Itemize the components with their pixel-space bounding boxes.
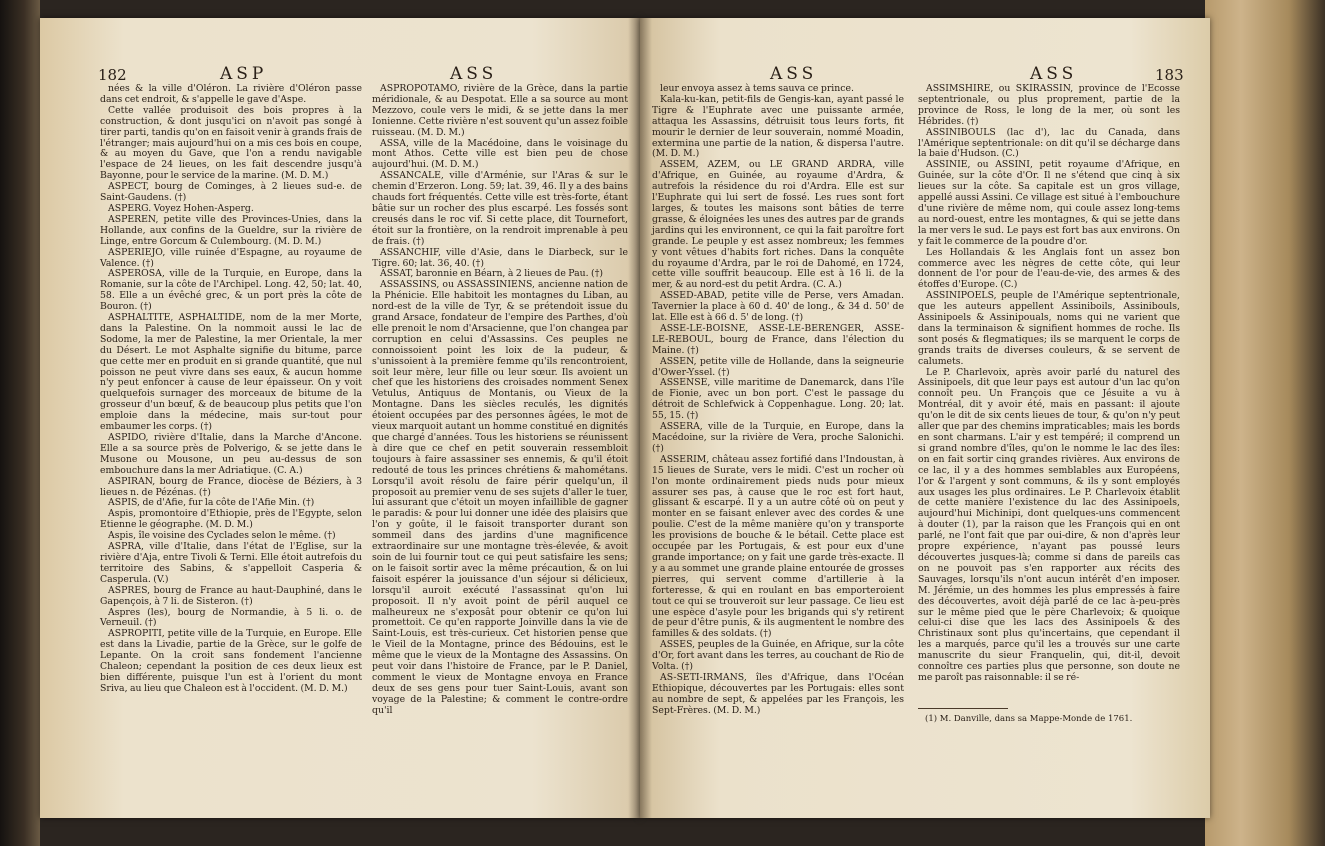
dictionary-entry: ASPEREN, petite ville des Provinces-Unies, dans la Hollande, aux confins de la Gueldre, sur la rivière de Linge, entre Gorcum & Culembourg. (M. D. M.) [100,213,362,247]
dictionary-entry: ASSASSINS, ou ASSASSINIENS, ancienne nation de la Phénicie. Elle habitoit les montagnes du Liban, au nord-est de la ville de Tyr, & se prétendoit issue du grand Arsace, fondateur de l'empire des Parthes, d'où elle prenoit le nom d'Arsacienne, que l'on changea par corruption en celui d'Assassins. Ces peuples ne connoissoient point les loix de la pudeur, & s'unissoient à la première femme qu'ils rencontroient, soit leur mère, leur fille ou leur sœur. Ils avoient un chef que les historiens des croisades nomment Senex Vetulus, Antiquus de Montanis, ou Vieux de la Montagne. Dans les siècles reculés, les dignités étoient occupées par des personnes âgées, le mot de vieux marquoit autant un homme constitué en dignités que chargé d'années. Tous les historiens se réunissent à dire que ce chef en petit souverain ressembloit toujours à faire assassiner ses ennemis, & qu'il étoit redouté de tous les princes chrétiens & mahométans. Lorsqu'il avoit résolu de faire périr quelqu'un, il proposoit au premier venu de ses sujets d'aller le tuer, lui assurant que c'étoit un moyen infaillible de gagner le paradis: & pour lui donner une idée des plaisirs que l'on y goûte, il le faisoit transporter durant son sommeil dans des jardins d'une magnificence extraordinaire sur une montagne très-élevée, & avoit soin de lui fournir tout ce qui peut satisfaire les sens; on le faisoit sortir avec la même précaution, & on lui faisoit espérer la jouissance d'un séjour si délicieux, lorsqu'il auroit exécuté l'assassinat qu'on lui proposoit. Il n'y avoit point de péril auquel ce malheureux ne s'exposât pour obtenir ce qu'on lui promettoit. Ce qu'en rapporte Joinville dans la vie de Saint-Louis, est très-curieux. Cet historien pense que le Vieil de la Montagne, prince des Bédouins, est le même que le vieux de la Montagne des Assassins. On peut voir dans l'histoire de France, par le P. Daniel, comment le vieux de Montagne envoya en France deux de ses gens pour tuer Saint-Louis, avant son voyage de la Palestine; & comment le contre-ordre qu'il [372,279,628,716]
footnote: (1) M. Danville, dans sa Mappe-Monde de 1761. [925,714,1133,724]
running-head-right-b: ASS [1030,64,1078,84]
dictionary-entry: ASPROPOTAMO, rivière de la Grèce, dans la partie méridionale, & au Despotat. Elle a sa source au mont Mezzovo, coule vers le midi, & se jette dans la mer Ionienne. Cette rivière n'est souvent qu'un assez foible ruisseau. (M. D. M.) [372,83,628,138]
right-column-1 [652,84,904,717]
dictionary-entry: Les Hollandais & les Anglais font un assez bon commerce avec les nègres de cette côte, qui leur donnent de l'or pour de l'eau-de-vie, des armes & des étoffes d'Europe. (C.) [918,246,1180,291]
footnote-rule [918,708,1008,709]
dictionary-entry: ASSA, ville de la Macédoine, dans le voisinage du mont Athos. Cette ville est bien peu de chose aujourd'hui. (M. D. M.) [372,137,628,171]
dictionary-entry: Aspis, île voisine des Cyclades selon le même. (†) [108,530,336,542]
dictionary-entry: ASSED-ABAD, petite ville de Perse, vers Amadan. Tavernier la place à 60 d. 40' de long., & 34 d. 50' de lat. Elle est à 66 d. 5' de long. (†) [652,290,904,324]
dictionary-entry: ASSEM, AZEM, ou LE GRAND ARDRA, ville d'Afrique, en Guinée, au royaume d'Ardra, & autrefois la résidence du roi d'Ardra. Elle est sur l'Euphrate qui lui sert de fossé. Les rues sont fort larges, & toutes les maisons sont bâties de terre grasse, & éloignées les unes des autres par de grands jardins qui les environnent, ce qui la fait paroître fort grande. Le peuple y est assez nombreux; les femmes y vont vêtues d'habits fort riches. Dans la conquête du royaume d'Ardra, par le roi de Dahomé, en 1724, cette ville souffrit beaucoup. Elle est à 16 li. de la mer, & au nord-est du petit Ardra. (C. A.) [652,159,904,291]
dictionary-entry: ASSERIM, château assez fortifié dans l'Indoustan, à 15 lieues de Surate, vers le midi. C'est un rocher où l'on monte ordinairement pieds nuds pour mieux assurer ses pas, à cause que le roc est fort haut, glissant & escarpé. Il y a un autre côté où on peut y monter en se faisant enlever avec des cordes & une poulie. C'est de la même manière qu'on y transporte les provisions de bouche & le bétail. Cette place est occupée par les Portugais, & est pour eux d'une grande importance; on y fait une garde très-exacte. Il y a au sommet une grande plaine entourée de grosses pierres, qui servent comme d'artillerie à la forteresse, & qui en roulant en bas emporteroient tout ce qui se trouveroit sur leur passage. Ce lieu est une espèce d'asyle pour les brigands qui s'y retirent de peur d'être punis, & ils augmentent le nombre des familles & des soldats. (†) [652,453,904,640]
dictionary-entry: ASSINIBOULS (lac d'), lac du Canada, dans l'Amérique septentrionale: on dit qu'il se décharge dans la baie d'Hudson. (C.) [918,126,1180,160]
left-column-2 [372,84,628,717]
dictionary-entry: ASSAT, baronnie en Béarn, à 2 lieues de Pau. (†) [380,268,603,280]
dictionary-entry: ASPIS, de d'Afie, fur la côte de l'Afie Min. (†) [108,497,315,509]
book-edge-right [1205,0,1325,846]
dictionary-entry: Aspres (les), bourg de Normandie, à 5 li. o. de Verneuil. (†) [100,606,362,629]
dictionary-entry: ASSANCALE, ville d'Arménie, sur l'Aras & sur le chemin d'Erzeron. Long. 59; lat. 39, 46. Il y a des bains chauds fort fréquentés. Cette ville est très-forte, étant bâtie sur un rocher des plus escarpé. Les fossés sont creusés dans le roc vif. Si cette place, dit Tournefort, étoit sur la frontière, on la rendroit imprenable à peu de frais. (†) [372,170,628,247]
dictionary-entry: ASSINIE, ou ASSINI, petit royaume d'Afrique, en Guinée, sur la côte d'Or. Il ne s'étend que cinq à six lieues sur la côte. Sa capitale est un gros village, appellé aussi Assini. Ce village est situé à l'embouchure d'une rivière de même nom, qui coule assez long-tems au nord-ouest, entre les montagnes, & qui se jette dans la mer vers le sud. Le pays est fort bas aux environs. On y fait le commerce de la poudre d'or. [918,159,1180,247]
running-head-left-a: ASP [220,64,268,84]
dictionary-entry: ASSE-LE-BOISNE, ASSE-LE-BERENGER, ASSE-LE-REBOUL, bourg de France, dans l'élection du Maine. (†) [652,322,904,356]
dictionary-entry: Kala-ku-kan, petit-fils de Gengis-kan, ayant passé le Tigre & l'Euphrate avec une puissante armée, attaqua les Assassins, détruisit tous leurs forts, fit mourir le dernier de leur souverain, nommé Moadin, extermina une partie de la nation, & dispersa l'autre. (M. D. M.) [652,93,904,160]
dictionary-entry: ASSINIPOELS, peuple de l'Amérique septentrionale, que les auteurs appellent Assiniboils, Assinibouls, Assinipoels & Assinipouals, noms qui ne varient que dans la terminaison & signifient hommes de roche. Ils sont posés & flegmatiques; ils se marquent le corps de grands traits de diverses couleurs, & se servent de calumets. [918,290,1180,367]
dictionary-entry: Le P. Charlevoix, après avoir parlé du naturel des Assinipoels, dit que leur pays est autour d'un lac qu'on connoît peu. Un François que ce Jésuite a vu à Montréal, dit y avoir été, mais en passant: il ajoute qu'on le dit de six cents lieues de tour, & qu'on n'y peut aller que par des chemins impraticables; mais les bords en sont charmans. L'air y est tempéré; il comprend un si grand nombre d'îles, qu'on le nomme le lac des îles: on en fait sortir cinq grandes rivières. Aux environs de ce lac, il y a des hommes semblables aux Européens, l'or & l'argent y sont communs, & ils y sont employés aux usages les plus ordinaires. Le P. Charlevoix établit de cette manière l'existence du lac des Assinipoels, aujourd'hui Michinipi, dont quelques-uns commencent à douter (1), par la raison que les François qui en ont parlé, ne l'ont fait que par oui-dire, & non d'après leur propre expérience, n'ayant pas poussé leurs découvertes jusques-là; comme si dans de pareils cas on ne pouvoit pas s'en rapporter aux récits des Sauvages, lorsqu'ils n'ont aucun intérêt d'en imposer. M. Jérémie, un des hommes les plus empressés à faire des découvertes, avoit déjà parlé de ce lac à-peu-près sur le même pied que le père Charlevoix; & quoique celui-ci dise que les lacs des Assinipoels & des Christinaux sont plus qu'incertains, que cependant il les a marqués, parce qu'il les a trouvés sur une carte manuscrite du sieur Franquelin, qui, dit-il, devoit connoître ces parties plus que personne, son doute ne me paroît pas raisonnable: il se ré- [918,366,1180,683]
dictionary-entry: ASSEN, petite ville de Hollande, dans la seigneurie d'Ower-Yssel. (†) [652,355,904,378]
right-column-2 [918,84,1180,684]
gutter-shadow [628,18,652,818]
dictionary-entry: ASSES, peuples de la Guinée, en Afrique, sur la côte d'Or, fort avant dans les terres, au couchant de Rio de Volta. (†) [652,639,904,673]
running-head-right-a: ASS [770,64,818,84]
dictionary-entry: ASPECT, bourg de Cominges, à 2 lieues sud-e. de Saint-Gaudens. (†) [100,181,362,204]
dictionary-entry: AS-SETI-IRMANS, îles d'Afrique, dans l'Océan Ethiopique, découvertes par les Portugais: elles sont au nombre de sept, & appelées par les François, les Sept-Frères. (M. D. M.) [652,671,904,716]
dictionary-entry: leur envoya assez à tems sauva ce prince. [660,83,854,94]
dictionary-entry: ASPIDO, rivière d'Italie, dans la Marche d'Ancone. Elle a sa source près de Polverigo, & se jette dans le Musone ou Mousone, un peu au-dessus de son embouchure dans la mer Adriatique. (C. A.) [100,432,362,476]
dictionary-entry: Aspis, promontoire d'Ethiopie, près de l'Egypte, selon Etienne le géographe. (M. D. M.) [100,508,362,531]
left-column-1 [100,84,362,695]
dictionary-entry: Cette vallée produisoit des bois propres à la construction, & dont jusqu'ici on n'avoit pas songé à tirer parti, tandis qu'on en faisoit venir à grands frais de l'étranger; mais aujourd'hui on a mis ces bois en coupe, & au moyen du Gave, que l'on a rendu navigable l'espace de 24 lieues, on les fait descendre jusqu'à Bayonne, pour le service de la marine. (M. D. M.) [100,104,362,182]
page-number-left: 182 [98,66,127,84]
dictionary-entry: ASPROPITI, petite ville de la Turquie, en Europe. Elle est dans la Livadie, partie de la Grèce, sur le golfe de Lepante. On la croit sans fondement l'ancienne Chaleon; cependant la position de ces deux lieux est bien différente, puisque l'un est à l'orient du mont Sriva, au lieu que Chaleon est à l'occident. (M. D. M.) [100,628,362,694]
dictionary-entry: ASPEROSA, ville de la Turquie, en Europe, dans la Romanie, sur la côte de l'Archipel. Long. 42, 50; lat. 40, 58. Elle a un évêché grec, & un port près la côte de Bouron. (†) [100,268,362,313]
left-page [40,18,640,818]
dictionary-entry: ASSENSE, ville maritime de Danemarck, dans l'île de Fionie, avec un bon port. C'est le passage du détroit de Schlefwick à Coppenhague. Long. 20; lat. 55, 15. (†) [652,377,904,422]
right-page [640,18,1210,818]
running-head-left-b: ASS [450,64,498,84]
dictionary-entry: ASPERG. Voyez Hohen-Asperg. [108,202,254,214]
dictionary-entry: ASSERA, ville de la Turquie, en Europe, dans la Macédoine, sur la rivière de Vera, proche Salonichi. (†) [652,421,904,454]
dictionary-entry: ASPERIEJO, ville ruinée d'Espagne, au royaume de Valence. (†) [100,246,362,269]
dictionary-entry: ASPHALTITE, ASPHALTIDE, nom de la mer Morte, dans la Palestine. On la nommoit aussi le lac de Sodome, la mer de Palestine, la mer Orientale, la mer du Désert. Le mot Asphalte signifie du bitume, parce que cette mer en produit en si grande quantité, que nul poisson ne peut vivre dans ses eaux, & aucun homme n'y peut enfoncer à cause de leur épaisseur. On y voit quelquefois surnager des morceaux de bitume de la grosseur d'un bœuf, & de beaucoup plus petits que l'on emploie dans la médecine, mais sur-tout pour embaumer les corps. (†) [100,312,362,433]
dictionary-entry: ASSANCHIF, ville d'Asie, dans le Diarbeck, sur le Tigre. 60; lat. 36, 40. (†) [372,246,628,269]
dictionary-entry: nées & la ville d'Oléron. La rivière d'Oléron passe dans cet endroit, & s'appelle le gave d'Aspe. [100,83,362,105]
dictionary-entry: ASPIRAN, bourg de France, diocèse de Béziers, à 3 lieues n. de Pézénas. (†) [100,475,362,498]
dictionary-entry: ASPRA, ville d'Italie, dans l'état de l'Eglise, sur la rivière d'Aja, entre Tivoli & Terni. Elle étoit autrefois du territoire des Sabins, & s'appelloit Casperia & Casperula. (V.) [100,541,362,585]
page-number-right: 183 [1155,66,1184,84]
dictionary-entry: ASPRES, bourg de France au haut-Dauphiné, dans le Gapençois, à 7 li. de Sisteron. (†) [100,584,362,607]
dictionary-entry: ASSIMSHIRE, ou SKIRASSIN, province de l'Ecosse septentrionale, ou plus proprement, partie de la province de Ross, le long de la mer, où sont les Hébrides. (†) [918,83,1180,127]
book-edge-left [0,0,40,846]
